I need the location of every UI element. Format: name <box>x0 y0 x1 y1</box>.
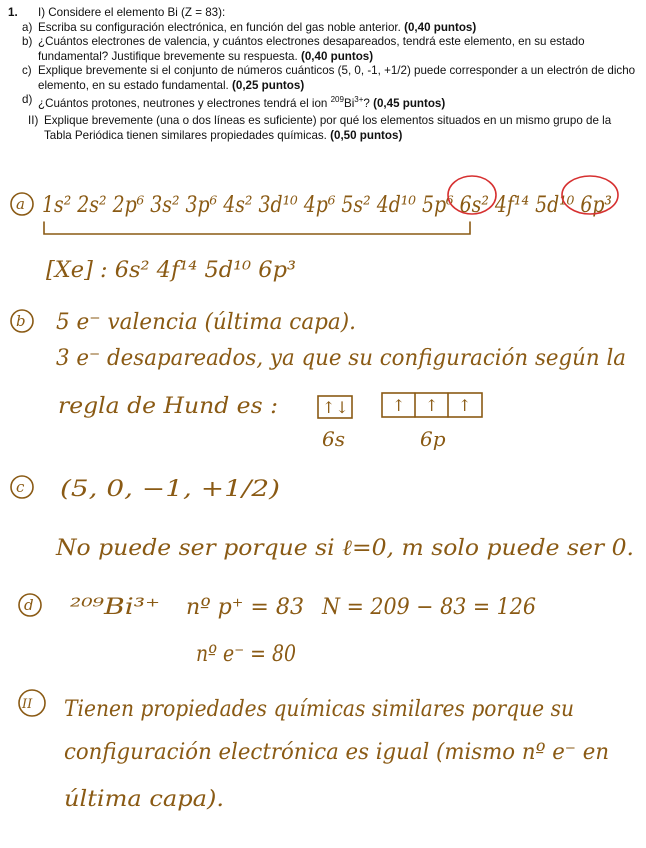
answer-d-neutrons: N = 209 − 83 = 126 <box>321 595 536 620</box>
question-d-text-pre: ¿Cuántos protones, neutrones y electrones tendrá el ion <box>38 96 331 110</box>
answer-ii-label: II <box>22 697 33 712</box>
answer-c-line1: (5, 0, −1, +1/2) <box>60 477 280 502</box>
question-c-text: Explique brevemente si el conjunto de números cuánticos (5, 0, -1, +1/2) puede corresponder a un electrón de dicho elemento, en su estado fundamental. <box>38 64 636 92</box>
orbital-6p-arrow-1: ↑ <box>392 396 406 415</box>
answer-d-protons: nº p⁺ = 83 <box>186 595 304 620</box>
question-ii-text: Explique brevemente (una o dos líneas es suficiente) por qué los elementos situados en un mismo grupo de la Tabla Periódica tienen similares propiedades químicas. <box>44 114 612 142</box>
question-d-mass: 209 <box>330 95 344 104</box>
answer-ii-line1: Tienen propiedades químicas similares porque su <box>64 697 574 722</box>
question-a-tag: a) <box>22 20 33 34</box>
answer-ii-line3: última capa). <box>64 787 224 812</box>
answer-a-short: [Xe] : 6s² 4f¹⁴ 5d¹⁰ 6p³ <box>46 258 296 283</box>
answer-b-line3: regla de Hund es : <box>58 394 278 419</box>
question-ii-tag: II) <box>28 114 39 128</box>
question-ii-points: (0,50 puntos) <box>330 128 403 142</box>
question-intro: I) Considere el elemento Bi (Z = 83): <box>38 6 226 19</box>
question-b-points: (0,40 puntos) <box>300 49 374 63</box>
orbital-6p-arrow-3: ↑ <box>458 396 472 415</box>
answer-a-bracket <box>44 222 470 234</box>
question-c-points: (0,25 puntos) <box>232 78 305 92</box>
answer-d-ion: ²⁰⁹Bi³⁺ <box>70 595 160 620</box>
answer-a-config: 1s² 2s² 2p⁶ 3s² 3p⁶ 4s² 3d¹⁰ 4p⁶ 5s² 4d¹⁰ 5p⁶ 6s² 4f¹⁴ 5d¹⁰ 6p³ <box>42 193 612 218</box>
answer-b-line2: 3 e⁻ desapareados, ya que su configuración según la <box>56 346 626 371</box>
answer-c-label: c <box>16 478 25 496</box>
question-b-tag: b) <box>22 35 33 48</box>
question-d-points: (0,45 puntos) <box>373 96 446 110</box>
answer-c-line2: No puede ser porque si ℓ=0, m solo puede ser 0. <box>54 536 634 561</box>
orbital-6s-label: 6s <box>322 427 345 451</box>
orbital-6p-label: 6p <box>420 427 446 451</box>
orbital-6p-arrow-2: ↑ <box>425 396 439 415</box>
answer-ii-line2: configuración electrónica es igual (mismo nº e⁻ en <box>64 740 609 765</box>
answer-d-electrons: nº e⁻ = 80 <box>196 642 296 667</box>
question-c-tag: c) <box>22 64 32 77</box>
answer-d-label: d <box>24 596 34 614</box>
question-d-tag: d) <box>22 93 33 106</box>
question-d-charge: 3+ <box>354 95 364 104</box>
answer-a-label: a <box>16 195 25 213</box>
orbital-6s-arrows: ↑↓ <box>322 398 349 417</box>
question-number: 1. <box>8 6 18 19</box>
answer-b-label: b <box>16 312 26 330</box>
question-d-symbol: Bi <box>343 96 355 110</box>
question-b-text: ¿Cuántos electrones de valencia, y cuántos electrones desapareados, tendrá este elemento, en su estado fundamental? Justifique brevemente su respuesta. <box>38 35 585 63</box>
question-a-points: (0,40 puntos) <box>404 20 477 34</box>
question-a-text: Escriba su configuración electrónica, en función del gas noble anterior. <box>38 20 401 34</box>
answer-b-line1: 5 e⁻ valencia (última capa). <box>56 310 356 335</box>
question-d-text-post: ? <box>363 96 370 110</box>
